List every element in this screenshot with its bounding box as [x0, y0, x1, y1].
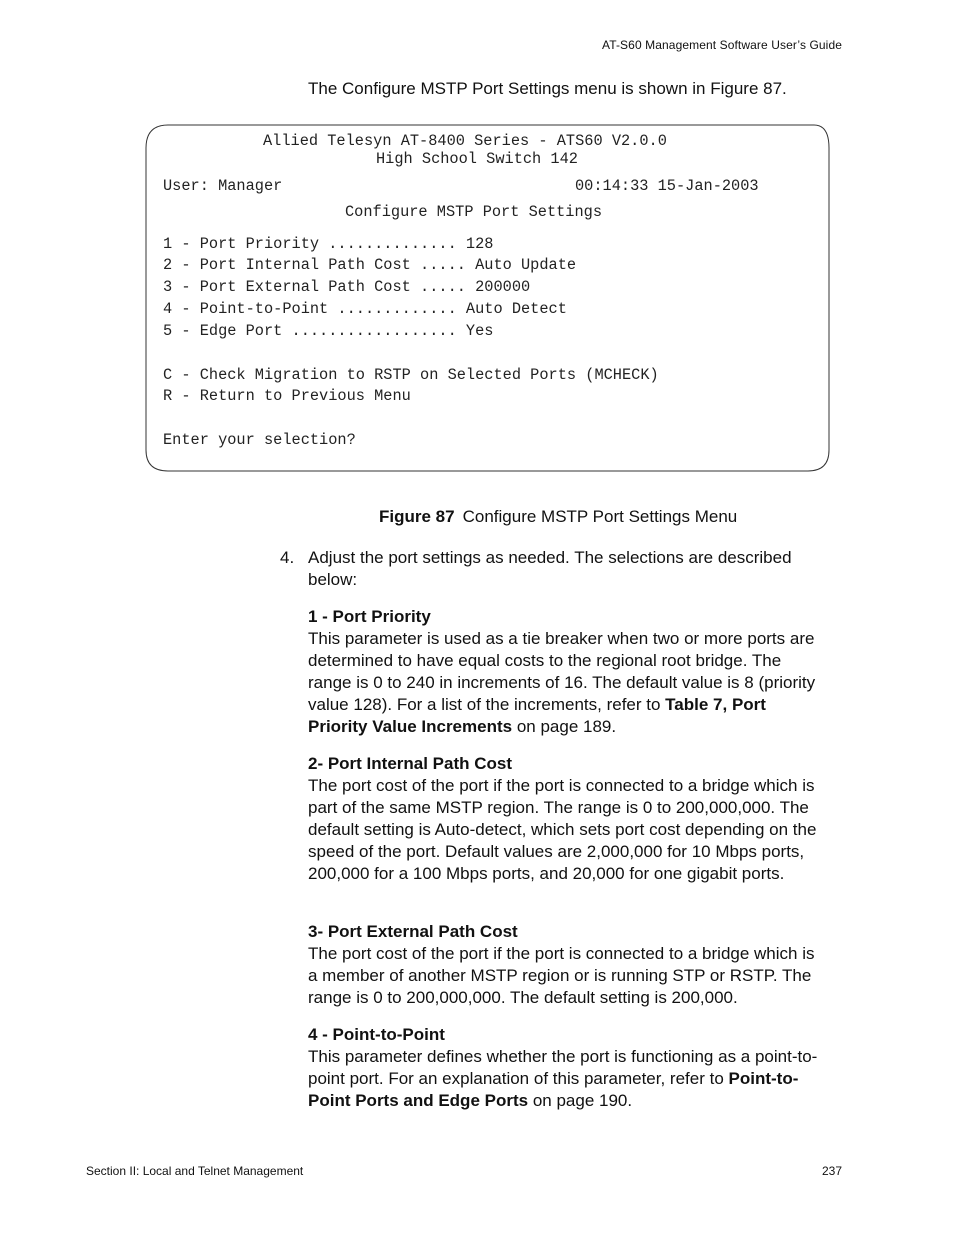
menu-item-edge-port: 5 - Edge Port .................. Yes [163, 322, 494, 340]
menu-item-external-path-cost: 3 - Port External Path Cost ..... 200000 [163, 278, 531, 296]
menu-item-port-priority: 1 - Port Priority .............. 128 [163, 235, 494, 253]
section-point-to-point [308, 1024, 820, 1112]
terminal-switch-line: High School Switch 142 [376, 150, 578, 168]
section-heading: 4 - Point-to-Point [308, 1025, 445, 1044]
section-heading: 3- Port External Path Cost [308, 922, 518, 941]
terminal-user-line: User: Manager [163, 177, 283, 195]
menu-item-internal-path-cost: 2 - Port Internal Path Cost ..... Auto Update [163, 256, 577, 274]
figure-label: Figure 87 [379, 507, 455, 526]
section-body: This parameter defines whether the port is functioning as a point-to-point port. For an explanation of this parameter, refer to Point-to-Point Ports and Edge Ports on page 190. [308, 1047, 818, 1110]
section-heading: 1 - Port Priority [308, 607, 431, 626]
section-internal-path-cost [308, 753, 820, 885]
section-ref: Port Priority Value Increments [308, 695, 766, 736]
figure-caption [379, 507, 737, 527]
terminal-prompt: Enter your selection? [163, 431, 356, 449]
terminal-title-line: Allied Telesyn AT-8400 Series - ATS60 V2.0.0 [263, 132, 667, 150]
footer-section: Section II: Local and Telnet Management [86, 1164, 304, 1178]
intro-text: The Configure MSTP Port Settings menu is shown in Figure 87. [308, 79, 787, 98]
step-number: 4. [280, 548, 295, 567]
terminal-timestamp: 00:14:33 15-Jan-2003 [575, 177, 759, 195]
menu-option-check-migration: C - Check Migration to RSTP on Selected Ports (MCHECK) [163, 366, 659, 384]
page-number: 237 [821, 1164, 842, 1178]
section-heading: 2- Port Internal Path Cost [308, 754, 513, 773]
step-text: Adjust the port settings as needed. The selections are described below: [308, 548, 792, 589]
guide-title: AT-S60 Management Software User’s Guide [601, 38, 842, 52]
section-external-path-cost [308, 921, 820, 1009]
menu-item-point-to-point: 4 - Point-to-Point ............. Auto Detect [163, 300, 567, 318]
figure-title: Configure MSTP Port Settings Menu [462, 507, 738, 526]
section-body: The port cost of the port if the port is connected to a bridge which is part of the same MSTP region. The range is 0 to 200,000,000. The default setting is Auto-detect, which sets port cost depending on the speed of the port. Default values are 2,000,000 for 10 Mbps ports, 200,000 for a 100 Mbps ports, and 20,000 for one gigabit ports. [308, 776, 817, 883]
menu-option-return: R - Return to Previous Menu [163, 387, 411, 405]
section-port-priority [308, 606, 820, 738]
section-body: This parameter is used as a tie breaker when two or more ports are determined to have equal costs to the regional root bridge. The range is 0 to 240 in increments of 16. The default value is 8 (priority value 128). For a list of the increments, refer to Table 7, Port Priority Value Increments on page 189. [308, 629, 816, 736]
terminal-menu-title: Configure MSTP Port Settings [345, 203, 603, 221]
terminal-screen [144, 124, 830, 472]
section-body: The port cost of the port if the port is connected to a bridge which is a member of another MSTP region or is running STP or RSTP. The range is 0 to 200,000,000. The default setting is 200,000. [308, 944, 815, 1007]
table-ref: Table 7 [665, 695, 723, 714]
section-ref: Point-to-Point Ports and Edge Ports [308, 1069, 799, 1110]
